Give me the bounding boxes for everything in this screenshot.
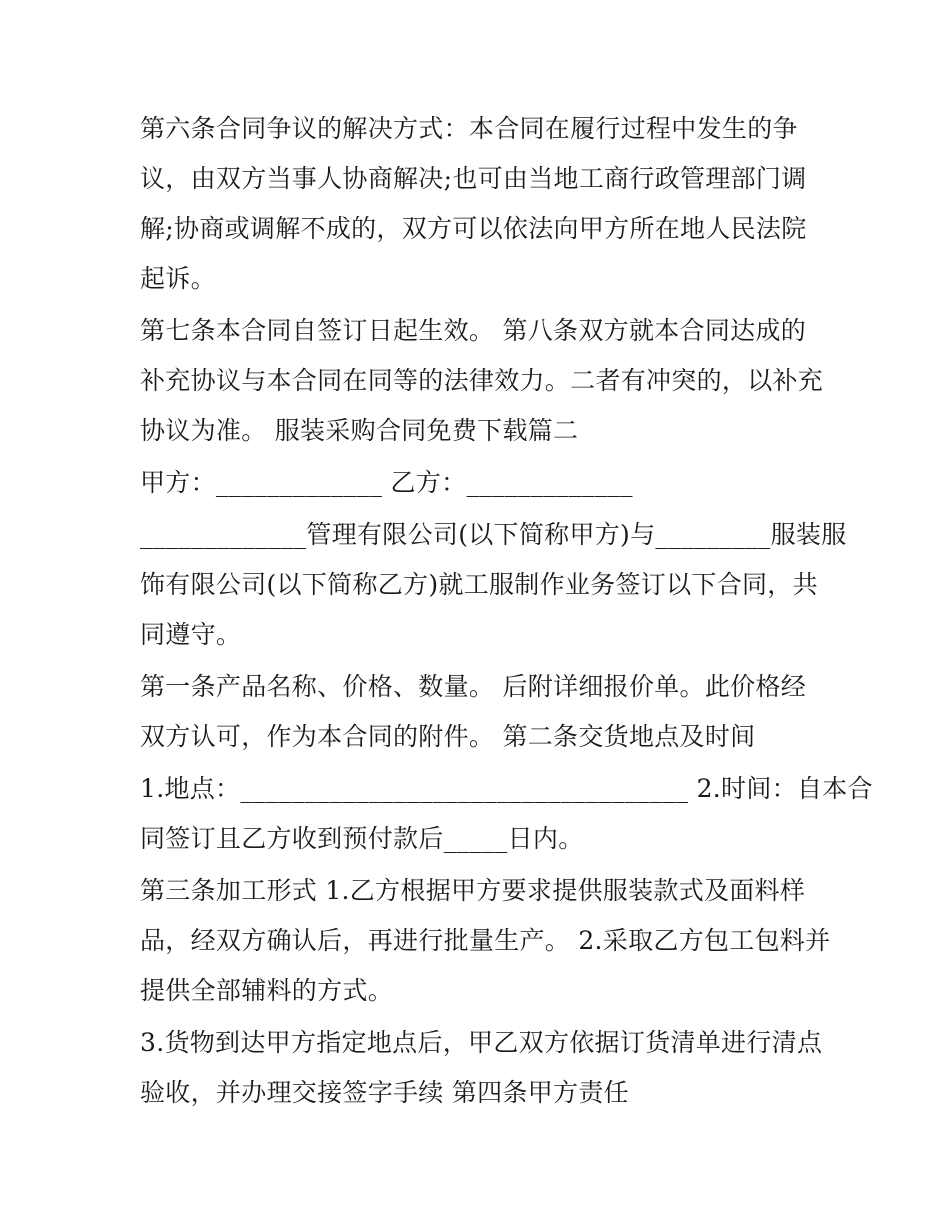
text-line: 第一条产品名称、价格、数量。 后附详细报价单。此价格经 <box>140 672 807 701</box>
text-line: 议，由双方当事人协商解决;也可由当地工商行政管理部门调 <box>140 164 807 193</box>
text-line: 补充协议与本合同在同等的法律效力。二者有冲突的，以补充 <box>140 366 824 395</box>
text-line: 起诉。 <box>140 264 216 293</box>
text-line: 验收，并办理交接签字手续 第四条甲方责任 <box>140 1078 629 1107</box>
text-line: 1.地点：___________________________________ 2.时间：自本合 <box>140 774 873 803</box>
text-line: 协议为准。 服装采购合同免费下载篇二 <box>140 416 579 445</box>
text-line: 甲方：_____________ 乙方：_____________ <box>140 468 633 497</box>
text-line: 同遵守。 <box>140 620 242 649</box>
text-line: 饰有限公司(以下简称乙方)就工服制作业务签订以下合同，共 <box>140 570 818 599</box>
text-line: 同签订且乙方收到预付款后_____日内。 <box>140 824 584 853</box>
text-line: 第七条本合同自签订日起生效。 第八条双方就本合同达成的 <box>140 316 807 345</box>
text-line: 解;协商或调解不成的，双方可以依法向甲方所在地人民法院 <box>140 214 807 243</box>
text-line: 双方认可，作为本合同的附件。 第二条交货地点及时间 <box>140 722 756 751</box>
text-line: 品，经双方确认后，再进行批量生产。 2.采取乙方包工包料并 <box>140 926 831 955</box>
text-line: 第六条合同争议的解决方式：本合同在履行过程中发生的争 <box>140 114 798 143</box>
text-line: _____________管理有限公司(以下简称甲方)与_________服装服 <box>140 520 847 549</box>
text-line: 提供全部辅料的方式。 <box>140 976 394 1005</box>
text-line: 3.货物到达甲方指定地点后，甲乙双方依据订货清单进行清点 <box>140 1028 823 1057</box>
text-line: 第三条加工形式 1.乙方根据甲方要求提供服装款式及面料样 <box>140 876 806 905</box>
